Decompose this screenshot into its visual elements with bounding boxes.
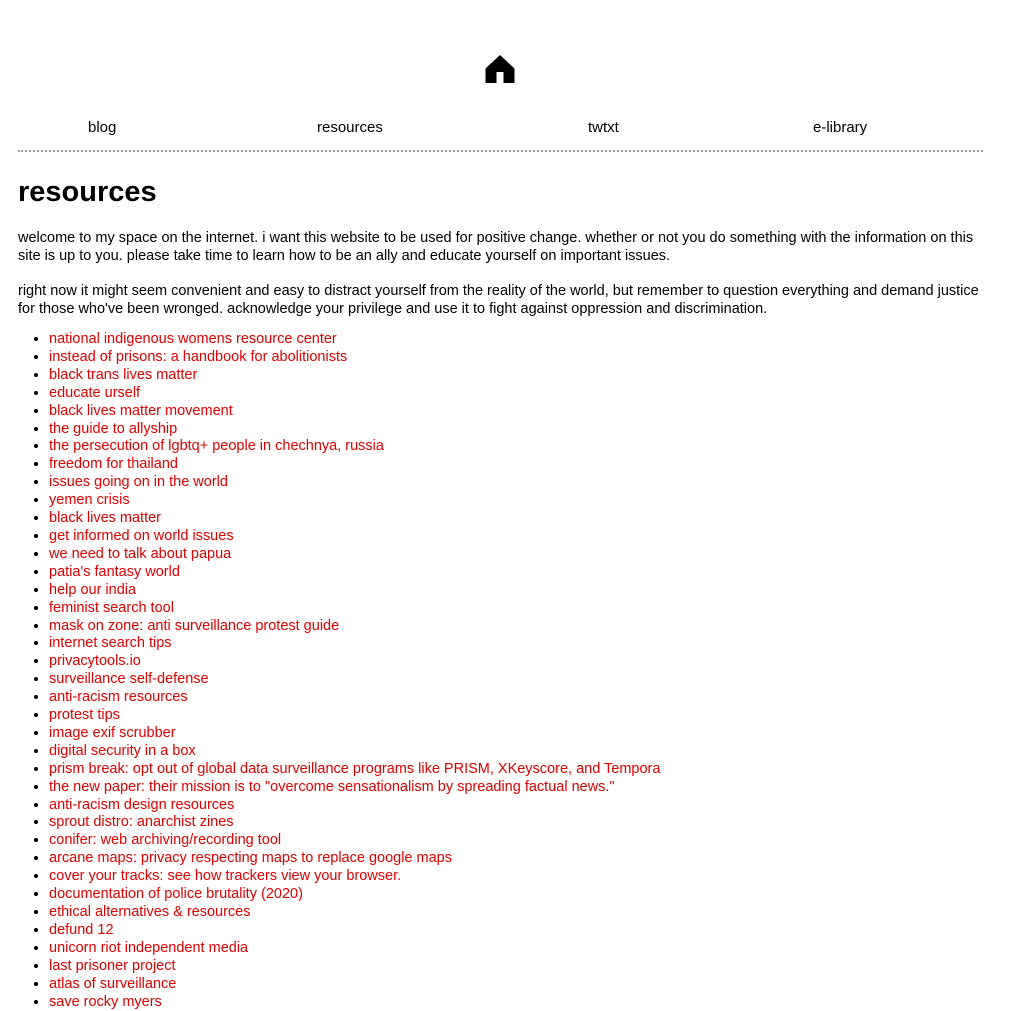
list-item <box>49 886 1014 904</box>
main-nav <box>18 119 983 139</box>
resource-list <box>18 331 1014 1011</box>
nav-divider <box>18 150 983 152</box>
list-item <box>49 438 1014 456</box>
resource-link[interactable]: black lives matter <box>49 510 162 527</box>
resource-link[interactable]: prism break: opt out of global data surveillance programs like PRISM, XKeyscore, and Tempora <box>49 760 661 777</box>
list-item <box>49 474 1014 492</box>
list-item <box>49 653 1014 671</box>
list-item <box>49 331 1014 349</box>
list-item <box>49 528 1014 546</box>
resource-link[interactable]: patia's fantasy world <box>49 563 180 580</box>
resource-link[interactable]: mask on zone: anti surveillance protest guide <box>49 617 340 634</box>
list-item <box>49 689 1014 707</box>
resource-link[interactable]: save rocky myers <box>49 993 162 1010</box>
list-item <box>49 994 1014 1011</box>
list-item <box>49 367 1014 385</box>
resource-link[interactable]: internet search tips <box>49 635 172 652</box>
header <box>0 54 1000 84</box>
list-item <box>49 797 1014 815</box>
list-item <box>49 582 1014 600</box>
resource-link[interactable]: atlas of surveillance <box>49 975 177 992</box>
list-item <box>49 779 1014 797</box>
list-item <box>49 868 1014 886</box>
list-item <box>49 635 1014 653</box>
list-item <box>49 761 1014 779</box>
resource-link[interactable]: yemen crisis <box>49 492 130 509</box>
resource-link[interactable]: instead of prisons: a handbook for abolitionists <box>49 348 348 365</box>
resource-link[interactable]: national indigenous womens resource center <box>49 331 337 347</box>
resource-link[interactable]: the new paper: their mission is to "overcome sensationalism by spreading factual news." <box>49 778 615 795</box>
resource-link[interactable]: last prisoner project <box>49 957 176 974</box>
list-item <box>49 725 1014 743</box>
nav-e-library[interactable]: e-library <box>813 119 868 136</box>
list-item <box>49 618 1014 636</box>
list-item <box>49 385 1014 403</box>
page-title: resources <box>18 176 157 208</box>
resource-link[interactable]: black lives matter movement <box>49 402 233 419</box>
resource-link[interactable]: help our india <box>49 581 137 598</box>
list-item <box>49 564 1014 582</box>
resource-link[interactable]: the guide to allyship <box>49 420 178 437</box>
list-item <box>49 349 1014 367</box>
resource-link[interactable]: get informed on world issues <box>49 527 234 544</box>
list-item <box>49 600 1014 618</box>
list-item <box>49 546 1014 564</box>
list-item <box>49 707 1014 725</box>
resource-link[interactable]: digital security in a box <box>49 742 196 759</box>
list-item <box>49 814 1014 832</box>
resource-link[interactable]: defund 12 <box>49 921 114 938</box>
resource-link[interactable]: unicorn riot independent media <box>49 939 249 956</box>
intro-paragraph: right now it might seem convenient and easy to distract yourself from the reality of the world, but remember to question everything and demand justice for those who've been wronged. acknowledge your privilege and use it to fight against oppression and discrimination. <box>18 283 979 317</box>
list-item <box>49 492 1014 510</box>
list-item <box>49 922 1014 940</box>
list-item <box>49 743 1014 761</box>
resource-link[interactable]: documentation of police brutality (2020) <box>49 886 303 903</box>
resource-link[interactable]: feminist search tool <box>49 599 174 616</box>
list-item <box>49 421 1014 439</box>
nav-twtxt[interactable]: twtxt <box>588 119 619 136</box>
list-item <box>49 456 1014 474</box>
resource-link[interactable]: surveillance self-defense <box>49 671 209 688</box>
list-item <box>49 403 1014 421</box>
nav-resources[interactable]: resources <box>317 119 383 136</box>
resource-link[interactable]: cover your tracks: see how trackers view your browser. <box>49 868 402 885</box>
resource-link[interactable]: ethical alternatives & resources <box>49 904 251 920</box>
resource-link[interactable]: arcane maps: privacy respecting maps to replace google maps <box>49 850 452 867</box>
resource-link[interactable]: sprout distro: anarchist zines <box>49 814 234 831</box>
resource-link[interactable]: image exif scrubber <box>49 724 176 741</box>
nav-blog[interactable]: blog <box>88 119 117 136</box>
resource-link[interactable]: freedom for thailand <box>49 456 178 473</box>
resource-link[interactable]: anti-racism resources <box>49 689 188 706</box>
resource-link[interactable]: protest tips <box>49 707 120 724</box>
resource-link[interactable]: anti-racism design resources <box>49 796 235 813</box>
list-item <box>49 976 1014 994</box>
resource-link[interactable]: black trans lives matter <box>49 366 198 383</box>
list-item <box>49 958 1014 976</box>
list-item <box>49 671 1014 689</box>
list-item <box>49 940 1014 958</box>
list-item <box>49 832 1014 850</box>
intro-paragraph: welcome to my space on the internet. i want this website to be used for positive change. whether or not you do something with the information on this site is up to you. please take time to learn how to be an ally and educate yourself on important issues. <box>18 230 974 264</box>
resource-link[interactable]: educate urself <box>49 384 141 401</box>
list-item <box>49 510 1014 528</box>
list-item <box>49 850 1014 868</box>
resource-link[interactable]: conifer: web archiving/recording tool <box>49 832 282 849</box>
resource-link[interactable]: we need to talk about papua <box>49 545 232 562</box>
resource-link[interactable]: the persecution of lgbtq+ people in chechnya, russia <box>49 438 384 455</box>
resource-link[interactable]: privacytools.io <box>49 653 141 670</box>
resource-link[interactable]: issues going on in the world <box>49 474 228 491</box>
home-icon[interactable] <box>485 54 515 84</box>
list-item <box>49 904 1014 922</box>
